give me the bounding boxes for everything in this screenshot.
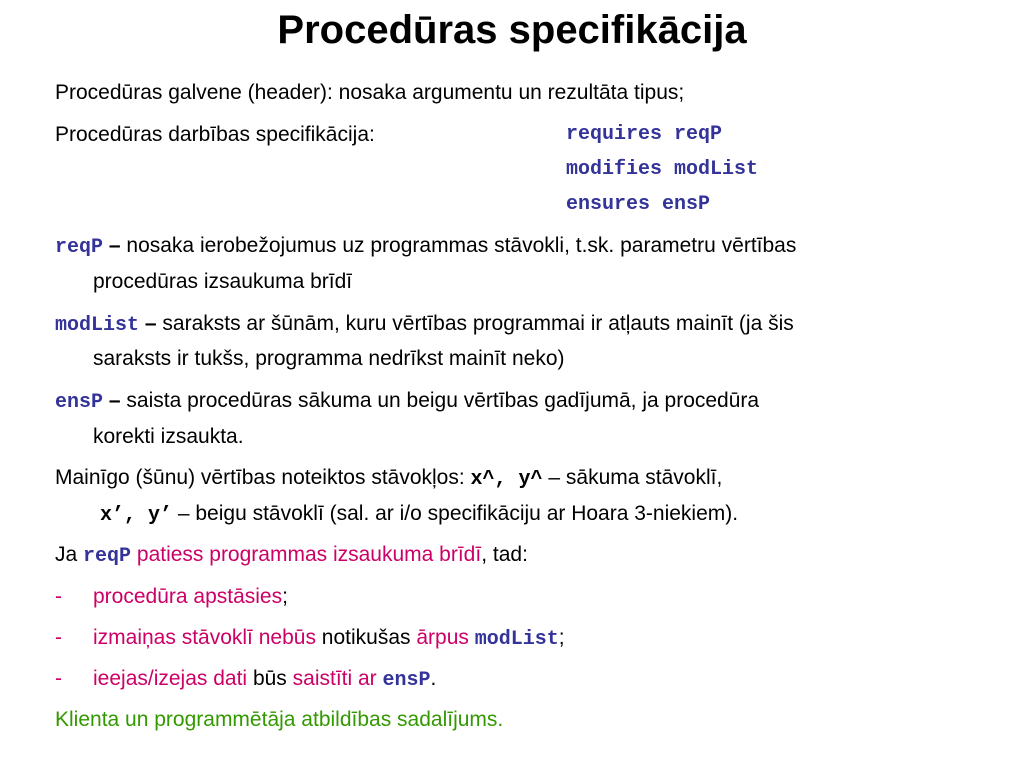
bullet-plain: būs	[252, 667, 287, 690]
def-text: saraksts ar šūnām, kuru vērtības programmai ir atļauts mainīt (ja šis	[162, 312, 794, 335]
bullet-term: ensP	[382, 669, 431, 692]
def-dash: –	[108, 389, 121, 412]
ja-term: reqP	[83, 545, 132, 568]
bullet-end: ;	[558, 626, 565, 649]
def-term: modList	[55, 314, 140, 337]
bullet-marker: -	[55, 626, 62, 649]
footer-note: Klienta un programmētāja atbildības sadalījums.	[55, 708, 504, 731]
header-line: Procedūras galvene (header): nosaka argumentu un rezultāta tipus;	[55, 81, 685, 104]
bullet-end: ;	[282, 585, 288, 608]
bullet-marker: -	[55, 667, 62, 690]
spec-label: Procedūras darbības specifikācija:	[55, 123, 375, 146]
bullet-colored-2: saistīti ar	[292, 667, 377, 690]
bullet-plain: notikušas	[321, 626, 411, 649]
spec-modifies: modifies modList	[566, 158, 759, 181]
bullet-colored: ieejas/izejas dati	[93, 667, 248, 690]
def-text: nosaka ierobežojumus uz programmas stāvokli, t.sk. parametru vērtības	[126, 234, 797, 257]
bullet-term: modList	[474, 628, 559, 651]
ja-condition: patiess programmas izsaukuma brīdī	[136, 543, 482, 566]
states-line-2	[100, 501, 738, 529]
ja-word: Ja	[55, 543, 78, 566]
end-text: – beigu stāvoklī (sal. ar i/o specifikāciju ar Hoara 3-niekiem).	[177, 502, 739, 525]
bullet-colored-2: ārpus	[416, 626, 469, 649]
def-text: saista procedūras sākuma un beigu vērtības gadījumā, ja procedūra	[126, 389, 760, 412]
def-ensp-cont: korekti izsaukta.	[93, 425, 244, 448]
start-text: – sākuma stāvoklī,	[548, 466, 723, 489]
end-vars: x’, y’	[100, 504, 173, 527]
states-prefix: Mainīgo (šūnu) vērtības noteiktos stāvokļos:	[55, 466, 465, 489]
def-ensp	[55, 388, 759, 416]
start-vars: x^, y^	[470, 468, 543, 491]
bullet-marker: -	[55, 585, 62, 608]
def-dash: –	[144, 312, 157, 335]
def-reqp	[55, 233, 796, 261]
def-dash: –	[108, 234, 121, 257]
slide-title: Procedūras specifikācija	[277, 8, 747, 52]
bullet-colored: izmaiņas stāvoklī nebūs	[93, 626, 316, 649]
def-reqp-cont: procedūras izsaukuma brīdī	[93, 270, 353, 293]
def-term: ensP	[55, 391, 104, 414]
def-modlist	[55, 311, 794, 339]
spec-ensures: ensures ensP	[566, 193, 711, 216]
def-modlist-cont: saraksts ir tukšs, programma nedrīkst mainīt neko)	[93, 347, 565, 370]
spec-requires: requires reqP	[566, 123, 723, 146]
ja-end: , tad:	[481, 543, 528, 566]
ja-line	[55, 542, 528, 570]
states-line	[55, 465, 722, 493]
def-term: reqP	[55, 236, 104, 259]
bullet-colored: procedūra apstāsies	[93, 585, 283, 608]
bullet-end: .	[430, 667, 437, 690]
